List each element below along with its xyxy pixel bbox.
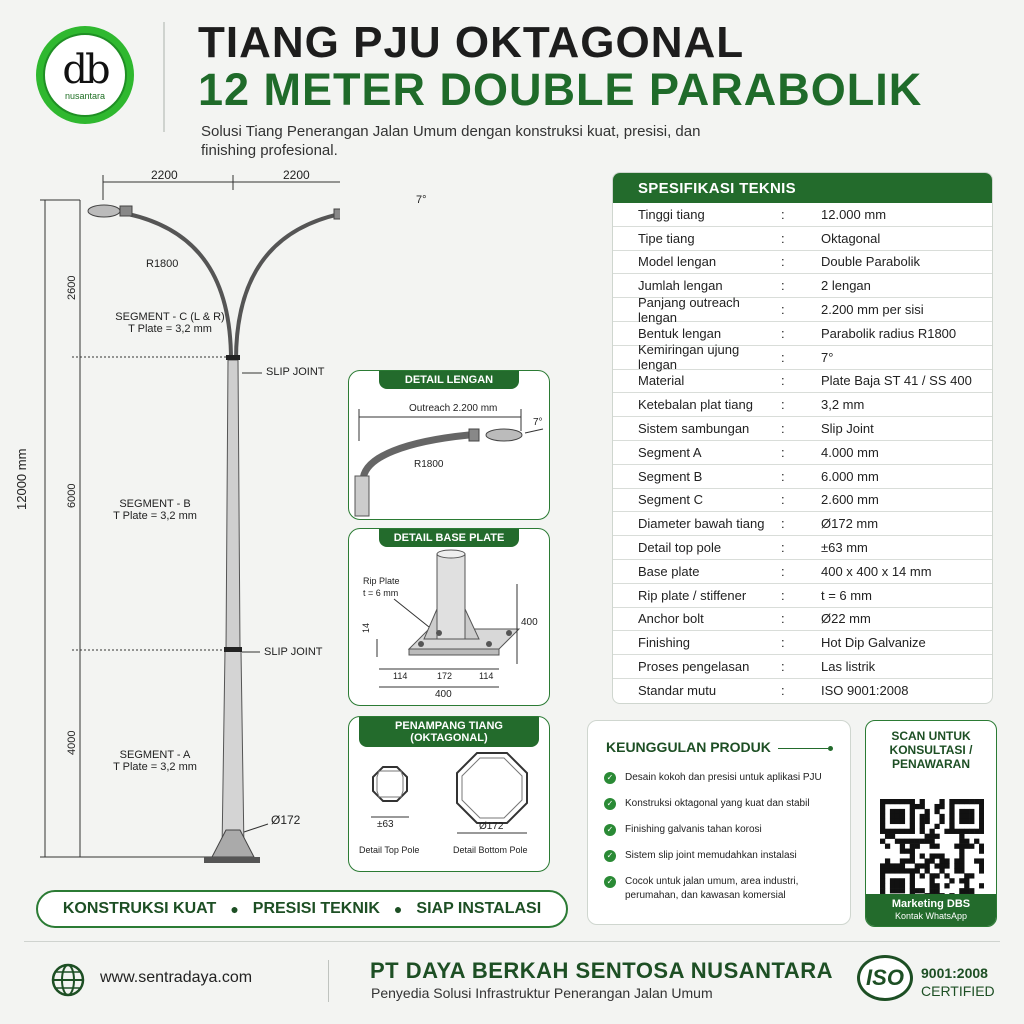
spec-rows [613,203,992,703]
spec-value: Parabolik radius R1800 [821,325,957,341]
check-icon: ✓ [604,876,616,888]
spec-colon: : [781,278,785,294]
panel-base-title: DETAIL BASE PLATE [379,529,519,547]
spec-colon: : [781,659,785,675]
website-link[interactable]: www.sentradaya.com [100,969,253,986]
company-name: PT DAYA BERKAH SENTOSA NUSANTARA [370,958,833,983]
iso-certified: CERTIFIED [921,983,995,999]
spec-colon: : [781,635,785,651]
advantage-text: Konstruksi oktagonal yang kuat dan stabil [625,798,810,809]
spec-value: Double Parabolik [821,254,921,270]
seg-b-label [100,498,210,522]
page-title-line1: TIANG PJU OKTAGONAL [198,18,745,67]
spec-colon: : [781,206,785,222]
panel-lengan-title: DETAIL LENGAN [379,371,519,389]
spec-label: Segment A [638,444,702,460]
advantage-item [604,797,810,811]
qr-title: SCAN UNTUK KONSULTASI / PENAWARAN [889,729,973,771]
slip-joint-label-2: SLIP JOINT [264,646,323,658]
spec-label: Panjang outreach lengan [638,294,740,325]
spec-table [612,172,993,704]
advantage-text: Desain kokoh dan presisi untuk aplikasi PJU [625,772,822,783]
spec-label: Finishing [638,635,691,651]
spec-value: Plate Baja ST 41 / SS 400 [821,373,972,389]
spec-row [613,679,992,703]
page-subtitle: Solusi Tiang Penerangan Jalan Umum dengan konstruksi kuat, presisi, dan finishing profesional. [201,123,701,159]
base-dim-2: 172 [437,671,453,681]
spec-value: Slip Joint [821,421,874,437]
spec-label: Tinggi tiang [638,206,705,222]
company-tagline: Penyedia Solusi Infrastruktur Penerangan Jalan Umum [371,985,713,1001]
check-icon: ✓ [604,850,616,862]
spec-value: 3,2 mm [821,397,865,413]
spec-row [613,655,992,679]
base-dim-3: 114 [479,671,494,681]
check-icon: ✓ [604,772,616,784]
spec-colon: : [781,587,785,603]
slip-joint-label-1: SLIP JOINT [266,366,325,378]
advantage-item [604,849,797,863]
spec-value: 7° [821,349,834,365]
seg-b-title: SEGMENT - B [119,498,191,510]
advantages-rule-dot [828,746,833,751]
spec-value: Oktagonal [821,230,881,246]
arm-radius: R1800 [146,258,179,270]
spec-row [613,294,992,325]
spec-title: SPESIFIKASI TEKNIS [613,173,992,203]
advantage-item [604,875,814,903]
base-width: 400 [435,689,452,700]
seg-a-title: SEGMENT - A [119,749,191,761]
spec-row [613,417,992,441]
iso-badge-icon: ISO [857,955,913,1001]
advantages-panel [587,720,851,925]
bullet-icon: ● [230,901,239,917]
spec-row [613,370,992,394]
base-dim-1: 114 [393,671,408,681]
spec-value: 2.600 mm [821,492,879,508]
base-height: 400 [521,617,538,628]
spec-label: Sistem sambungan [638,421,750,437]
spec-label: Standar mutu [638,683,717,699]
advantages-title: KEUNGGULAN PRODUK [606,739,771,755]
spec-label: Segment C [638,492,704,508]
company-logo [36,26,134,124]
rip-plate-title: Rip Plate [363,576,400,586]
spec-label: Base plate [638,563,700,579]
spec-colon: : [781,540,785,556]
panel-penampang [348,716,550,872]
spec-colon: : [781,468,785,484]
spec-value: Las listrik [821,659,876,675]
spec-label: Anchor bolt [638,611,704,627]
spec-value: ±63 mm [821,540,868,556]
spec-label: Proses pengelasan [638,659,750,675]
spec-colon: : [781,611,785,627]
check-icon: ✓ [604,798,616,810]
panel-penampang-title: PENAMPANG TIANG (OKTAGONAL) [359,717,539,747]
advantage-text: Sistem slip joint memudahkan instalasi [625,850,797,861]
advantage-item [604,771,822,785]
dim-right: 2200 [283,168,310,182]
spec-colon: : [781,516,785,532]
spec-value: Ø172 mm [821,516,879,532]
arm-angle: 7° [416,194,427,206]
banner-item-3: SIAP INSTALASI [416,900,542,917]
bottom-pole-dim: Ø172 [479,821,504,832]
seg-c-label [115,311,225,335]
seg-b-plate: T Plate = 3,2 mm [113,510,197,522]
spec-label: Kemiringan ujung lengan [638,342,740,373]
spec-value: 6.000 mm [821,468,879,484]
logo-inner [43,33,127,117]
spec-colon: : [781,492,785,508]
seg-c-title: SEGMENT - C (L & R) [115,311,225,323]
seg-c-plate: T Plate = 3,2 mm [128,323,212,335]
lengan-radius: R1800 [414,459,444,470]
advantage-text: Finishing galvanis tahan korosi [625,824,762,835]
header-divider [163,22,165,132]
spec-colon: : [781,254,785,270]
top-pole-label: Detail Top Pole [359,845,420,855]
spec-value: t = 6 mm [821,587,872,603]
footer-rule [24,941,1000,942]
banner-item-2: PRESISI TEKNIK [252,900,380,917]
lengan-angle: 7° [533,417,543,428]
spec-colon: : [781,563,785,579]
spec-label: Jumlah lengan [638,278,723,294]
spec-row [613,560,992,584]
spec-row [613,203,992,227]
dim-left: 2200 [151,168,178,182]
qr-code-icon[interactable] [880,799,984,903]
seg-a-label [100,749,210,773]
spec-value: Hot Dip Galvanize [821,635,926,651]
spec-label: Model lengan [638,254,717,270]
logo-mark: db [62,46,108,93]
spec-value: 2.200 mm per sisi [821,302,924,318]
spec-label: Detail top pole [638,540,722,556]
seg-a-plate: T Plate = 3,2 mm [113,761,197,773]
rip-plate-value: t = 6 mm [363,588,399,598]
spec-colon: : [781,397,785,413]
seg-a-height: 4000 [66,730,78,755]
banner-item-1: KONSTRUKSI KUAT [62,900,217,917]
spec-colon: : [781,302,785,318]
top-pole-dim: ±63 [377,819,394,830]
panel-detail-lengan [348,370,550,520]
advantage-text: Cocok untuk jalan umum, area industri, perumahan, dan kawasan komersial [625,876,799,901]
spec-row [613,393,992,417]
panel-detail-base [348,528,550,706]
spec-row [613,536,992,560]
outreach-label: Outreach 2.200 mm [409,403,498,414]
spec-colon: : [781,325,785,341]
qr-footer-sub: Kontak WhatsApp [894,911,968,921]
spec-value: 2 lengan [821,278,871,294]
spec-colon: : [781,373,785,389]
spec-row [613,631,992,655]
spec-row [613,512,992,536]
spec-label: Diameter bawah tiang [638,516,765,532]
spec-colon: : [781,683,785,699]
spec-colon: : [781,444,785,460]
spec-value: 400 x 400 x 14 mm [821,563,932,579]
logo-sub: nusantara [64,90,106,101]
spec-row [613,608,992,632]
spec-colon: : [781,230,785,246]
spec-value: Ø22 mm [821,611,871,627]
spec-row [613,489,992,513]
bottom-pole-label: Detail Bottom Pole [453,845,528,855]
spec-colon: : [781,349,785,365]
spec-label: Segment B [638,468,703,484]
spec-value: ISO 9001:2008 [821,683,909,699]
seg-c-height: 2600 [66,275,78,300]
qr-panel[interactable] [865,720,997,927]
seg-b-height: 6000 [66,483,78,508]
spec-value: 12.000 mm [821,206,887,222]
spec-label: Bentuk lengan [638,325,722,341]
base-thickness: 14 [361,622,371,633]
advantage-item [604,823,762,837]
spec-row [613,251,992,275]
qr-footer-title: Marketing DBS [891,898,971,910]
spec-label: Ketebalan plat tiang [638,397,753,413]
spec-label: Tipe tiang [638,230,695,246]
total-height: 12000 mm [14,448,29,510]
bullet-icon: ● [393,901,403,917]
globe-icon [51,963,85,997]
spec-row [613,342,992,373]
spec-row [613,584,992,608]
spec-value: 4.000 mm [821,444,879,460]
page-title-line2: 12 METER DOUBLE PARABOLIK [198,64,923,115]
spec-label: Rip plate / stiffener [638,587,747,603]
feature-banner [36,890,568,928]
advantages-rule [778,748,828,749]
check-icon: ✓ [604,824,616,836]
spec-row [613,465,992,489]
spec-row [613,227,992,251]
spec-label: Material [638,373,685,389]
spec-colon: : [781,421,785,437]
qr-footer [866,894,996,926]
footer-divider [328,960,329,1002]
spec-row [613,441,992,465]
rip-plate-label [363,575,400,599]
base-diameter: Ø172 [271,813,301,827]
iso-number: 9001:2008 [921,965,988,981]
